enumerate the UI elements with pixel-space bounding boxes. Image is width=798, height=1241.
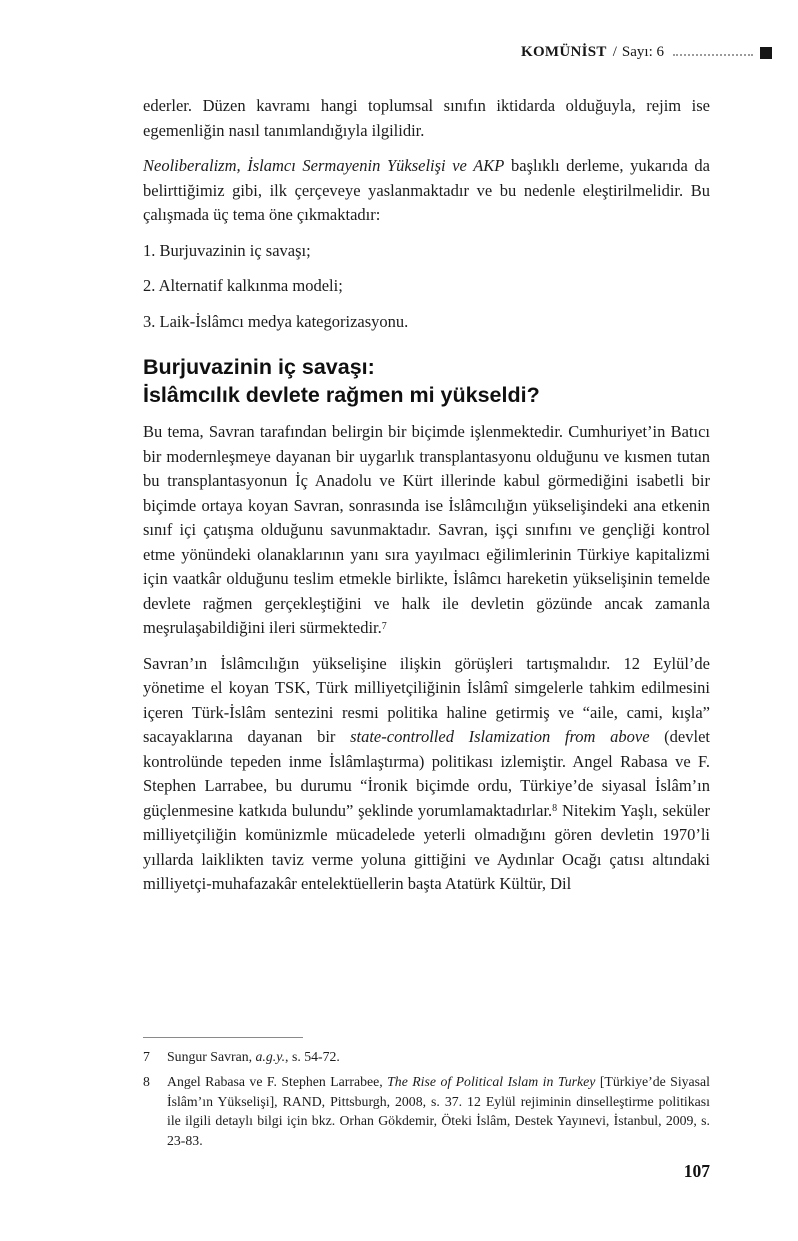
list-item-1: 1. Burjuvazinin iç savaşı; (143, 240, 311, 260)
footnote-number: 7 (143, 1048, 150, 1064)
journal-title: KOMÜNİST (520, 44, 607, 60)
section-heading (143, 354, 710, 409)
footnote-italic-title: The Rise of Political Islam in Turkey (387, 1074, 596, 1089)
list-item-3: 3. Laik-İslâmcı medya kategorizasyonu. (143, 311, 409, 331)
paragraph-text: (devlet kontrolünde tepeden inme İslâmlaştırma) politikası izlemiştir. Angel Rabasa ve F. Stephen Larrabee, bu durumu “İronik biçimde ordu, Türkiye’de siyasal İslâm’ın güçlenmesine katkıda bulundu” şeklinde yorumlamaktadırlar. (143, 727, 710, 820)
footnote-italic-title: a.g.y. (255, 1048, 286, 1064)
paragraph-regime: ederler. Düzen kavramı hangi toplumsal sınıfın iktidarda olduğuyla, rejim ise egemenliğin nasıl tanımlandığıyla ilgilidir. (143, 96, 710, 140)
header-separator: / (612, 44, 617, 60)
paragraph-text: Savran’ın İslâmcılığın yükselişine ilişkin görüşleri tartışmalıdır. 12 Eylül’de yönetime el koyan TSK, Türk milliyetçiliğinin İslâmî simgelerle tahkim edilmesini içeren Türk-İslâm sentezini resmi politika haline getirmiş ve “aile, cami, kışla” sacayaklarına dayanan bir (143, 653, 710, 746)
dotted-leader (673, 54, 753, 56)
footnote-text (167, 1072, 710, 1150)
footnote-text-segment: Sungur Savran, (167, 1048, 256, 1064)
list-item-2: 2. Alternatif kalkınma modeli; (143, 276, 343, 295)
paragraph-derleme (143, 154, 710, 228)
footnote-ref-8: 8 (552, 803, 558, 814)
black-square-icon (760, 47, 772, 59)
footnote-number: 8 (143, 1074, 150, 1089)
section-heading-line1: Burjuvazinin iç savaşı: (143, 355, 375, 379)
footnote-text (167, 1047, 710, 1067)
page-header (143, 44, 772, 61)
issue-label: Sayı: 6 (621, 44, 664, 60)
paragraph-text: başlıklı derleme, yukarıda da belirttiğimiz gibi, ilk çerçeveye yaslanmaktadır ve bu nedenle eleştirilmelidir. Bu çalışmada üç tema öne çıkmaktadır: (143, 156, 710, 224)
page-number: 107 (683, 1161, 710, 1181)
paragraph-savran-thesis (143, 420, 710, 641)
footnote-text-segment: , s. 54-72. (285, 1048, 340, 1064)
footnotes-section (143, 1037, 710, 1157)
paragraph-text: Bu tema, Savran tarafından belirgin bir biçimde işlenmektedir. Cumhuriyet’in Batıcı bir modernleşmeye dayanan bir uygarlık transplantasyonu olduğunu ve kısmen tutan bu transplantasyonun İç Anadolu ve Kürt illerinde kabul görmediğini isabetli bir biçimde ortaya koyan Savran, sonrasında ise İslâmcılığın yükselişindeki ana etkenin sınıf içi çatışma olduğunu savunmaktadır. Savran, işçi sınıfını ve gençliği kontrol etme yönündeki olanaklarının yanı sıra yayılmacı eğilimlerinin Türkiye kapitalizmi için vaatkâr olduğunu teslim etmekle birlikte, İslâmcı hareketin yükselişinin temelde devlete rağmen gerçekleştiğini ve halk ile devletin gözünde ancak zamanla meşrulaşabildiğini ileri sürmektedir. (143, 422, 710, 637)
phrase-italic: state-controlled Islamization from above (350, 727, 650, 746)
page-body (143, 94, 710, 1156)
footnote-text-segment: [Türkiye’de Siyasal İslâm’ın Yükselişi], RAND, Pittsburgh, 2008, s. 37. 12 Eylül rejiminin dinselleştirme politikası ile ilgili detaylı bilgi için bkz. Orhan Gökdemir, Öteki İslâm, Destek Yayınevi, İstanbul, 2009, s. 23-83. (167, 1074, 711, 1148)
footnote-ref-7: 7 (381, 620, 387, 632)
footnote-8 (143, 1072, 710, 1150)
footnote-text-segment: Angel Rabasa ve F. Stephen Larrabee, (167, 1074, 388, 1089)
footnote-7 (143, 1047, 710, 1067)
paragraph-text: Nitekim Yaşlı, seküler milliyetçiliğin komünizmle mücadelede yeterli olmadığını gören devletin 1970’li yıllarda laiklikten taviz verme yoluna gittiğini ve Aydınlar Ocağı çatısı altındaki milliyetçi-muhafazakâr entelektüellerin başta Atatürk Kültür, Dil (143, 800, 710, 893)
footnote-separator-rule (143, 1037, 303, 1038)
book-title-italic: Neoliberalizm, İslamcı Sermayenin Yükselişi ve AKP (143, 156, 505, 175)
paragraph-critique (143, 652, 710, 897)
section-heading-line2: İslâmcılık devlete rağmen mi yükseldi? (143, 382, 540, 407)
